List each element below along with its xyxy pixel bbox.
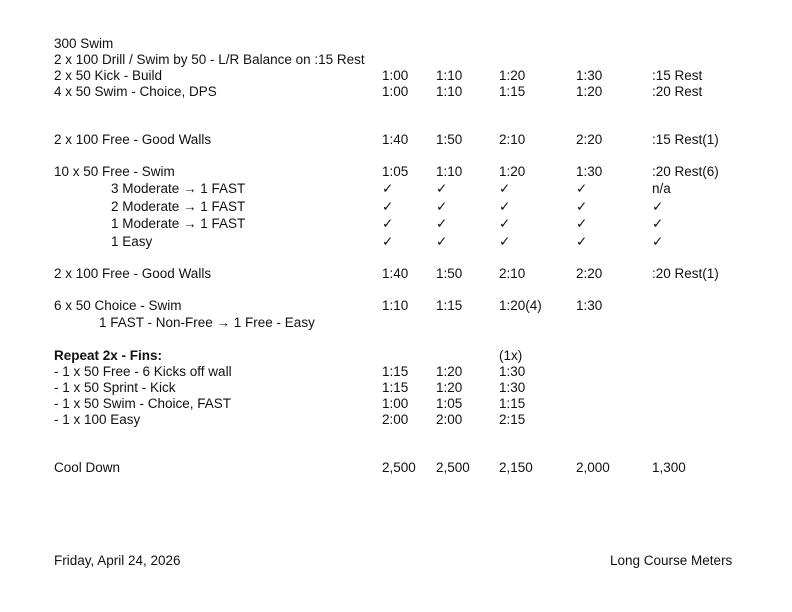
set-label: 2 x 100 Free - Good Walls — [54, 132, 212, 147]
workout-row — [0, 298, 792, 314]
footer-course: Long Course Meters — [610, 553, 733, 568]
subset-label: 3 Moderate → 1 FAST — [111, 181, 246, 196]
set-label: - 1 x 50 Swim - Choice, FAST — [54, 396, 232, 411]
interval-cell: 1:30 — [576, 68, 603, 83]
check-cell: ✓ — [576, 234, 588, 249]
check-cell: ✓ — [576, 199, 588, 214]
set-label: 10 x 50 Free - Swim — [54, 164, 175, 179]
interval-cell: 1:20 — [436, 380, 463, 395]
interval-cell: 2:10 — [499, 132, 526, 147]
check-cell: n/a — [652, 181, 671, 196]
interval-cell: 1:00 — [382, 84, 409, 99]
subset-label: 2 Moderate → 1 FAST — [111, 199, 246, 214]
workout-row — [0, 396, 792, 412]
repeat-heading: Repeat 2x - Fins: — [54, 348, 163, 363]
set-label: 4 x 50 Swim - Choice, DPS — [54, 84, 217, 99]
check-cell: ✓ — [652, 199, 664, 214]
subset-label: 1 Moderate → 1 FAST — [111, 216, 246, 231]
workout-row — [0, 132, 792, 148]
workout-row — [0, 412, 792, 428]
set-label: 300 Swim — [54, 36, 114, 51]
interval-cell: 1:30 — [576, 298, 603, 313]
interval-cell: 1:20 — [436, 364, 463, 379]
workout-row — [0, 199, 792, 215]
rest-cell: :20 Rest(6) — [652, 164, 719, 179]
workout-row — [0, 234, 792, 250]
interval-cell: 1:15 — [499, 396, 526, 411]
interval-cell: 1:30 — [499, 364, 526, 379]
workout-row — [0, 164, 792, 180]
interval-cell: 1:15 — [382, 364, 409, 379]
interval-cell: 1:00 — [382, 68, 409, 83]
workout-row — [0, 348, 792, 364]
check-cell: ✓ — [576, 181, 588, 196]
workout-row — [0, 68, 792, 84]
interval-cell: 1:00 — [382, 396, 409, 411]
set-label: 2 x 100 Drill / Swim by 50 - L/R Balance on :15 Rest — [54, 52, 365, 67]
check-cell: ✓ — [499, 199, 511, 214]
total-cell: 2,500 — [436, 460, 470, 475]
rest-cell: :20 Rest(1) — [652, 266, 719, 281]
check-cell: ✓ — [382, 181, 394, 196]
interval-cell: 1:50 — [436, 266, 463, 281]
workout-row — [0, 36, 792, 52]
check-cell: ✓ — [652, 216, 664, 231]
subset-label: 1 Easy — [111, 234, 153, 249]
check-cell: ✓ — [436, 234, 448, 249]
check-cell: ✓ — [499, 234, 511, 249]
interval-cell: 2:10 — [499, 266, 526, 281]
workout-row — [0, 460, 792, 476]
check-cell: ✓ — [576, 216, 588, 231]
workout-row — [0, 52, 792, 68]
set-label: - 1 x 50 Free - 6 Kicks off wall — [54, 364, 232, 379]
total-cell: 2,150 — [499, 460, 533, 475]
interval-cell: 1:20 — [499, 68, 526, 83]
set-label: - 1 x 100 Easy — [54, 412, 141, 427]
check-cell: ✓ — [436, 216, 448, 231]
interval-cell: 2:20 — [576, 132, 603, 147]
footer-date: Friday, April 24, 2026 — [54, 553, 181, 568]
interval-cell: 1:40 — [382, 132, 409, 147]
interval-cell: 1:10 — [436, 164, 463, 179]
interval-cell: 1:30 — [499, 380, 526, 395]
interval-cell: 1:10 — [382, 298, 409, 313]
interval-cell: 1:20(4) — [499, 298, 542, 313]
interval-cell: 2:00 — [436, 412, 463, 427]
workout-row — [0, 216, 792, 232]
interval-cell: 1:10 — [436, 68, 463, 83]
rest-cell: :15 Rest(1) — [652, 132, 719, 147]
check-cell: ✓ — [652, 234, 664, 249]
interval-cell: 2:15 — [499, 412, 526, 427]
interval-cell: 1:15 — [436, 298, 463, 313]
check-cell: ✓ — [382, 199, 394, 214]
workout-row — [0, 181, 792, 197]
workout-row — [0, 380, 792, 396]
check-cell: ✓ — [382, 216, 394, 231]
total-cell: 2,000 — [576, 460, 610, 475]
set-label: 2 x 100 Free - Good Walls — [54, 266, 212, 281]
interval-cell: 1:20 — [499, 164, 526, 179]
check-cell: ✓ — [436, 181, 448, 196]
interval-cell: 1:20 — [576, 84, 603, 99]
rest-cell: :20 Rest — [652, 84, 703, 99]
interval-cell: 1:40 — [382, 266, 409, 281]
workout-row — [0, 266, 792, 282]
interval-cell: 1:05 — [382, 164, 409, 179]
rest-cell: :15 Rest — [652, 68, 703, 83]
interval-cell: 2:00 — [382, 412, 409, 427]
check-cell: ✓ — [382, 234, 394, 249]
total-cell: 1,300 — [652, 460, 686, 475]
set-label: 6 x 50 Choice - Swim — [54, 298, 182, 313]
total-cell: 2,500 — [382, 460, 416, 475]
check-cell: ✓ — [436, 199, 448, 214]
interval-cell: 2:20 — [576, 266, 603, 281]
workout-row — [0, 315, 792, 331]
interval-cell: 1:50 — [436, 132, 463, 147]
set-label: - 1 x 50 Sprint - Kick — [54, 380, 176, 395]
check-cell: ✓ — [499, 216, 511, 231]
workout-row — [0, 364, 792, 380]
interval-cell: 1:15 — [382, 380, 409, 395]
check-cell: ✓ — [499, 181, 511, 196]
interval-cell: 1:15 — [499, 84, 526, 99]
workout-row — [0, 84, 792, 100]
interval-cell: 1:10 — [436, 84, 463, 99]
set-label: 2 x 50 Kick - Build — [54, 68, 163, 83]
subset-label: 1 FAST - Non-Free → 1 Free - Easy — [99, 315, 315, 330]
interval-cell: 1:05 — [436, 396, 463, 411]
cool-down-label: Cool Down — [54, 460, 121, 475]
repeat-note: (1x) — [499, 348, 523, 363]
interval-cell: 1:30 — [576, 164, 603, 179]
